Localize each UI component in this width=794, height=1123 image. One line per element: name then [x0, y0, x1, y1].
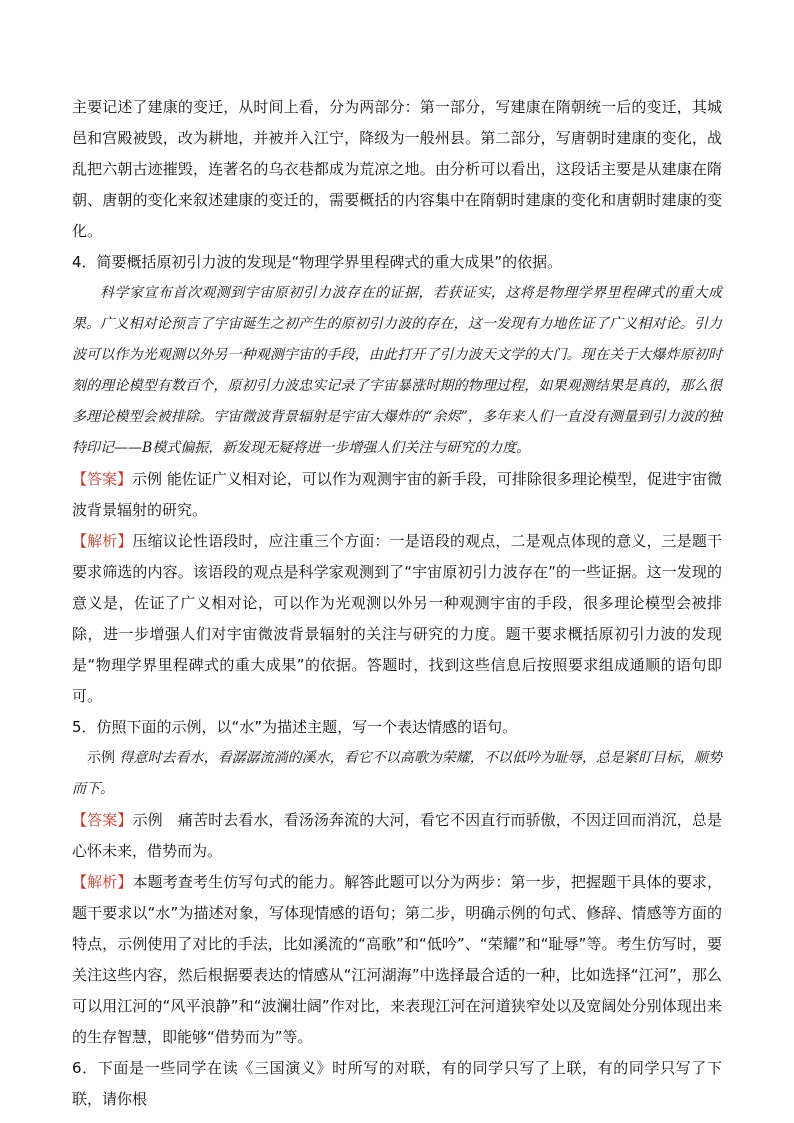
- analysis-tag: 【解析】: [72, 873, 133, 891]
- question-4: 4．简要概括原初引力波的发现是“物理学界里程碑式的重大成果”的依据。: [72, 253, 563, 271]
- question-4-answer: [72, 464, 722, 526]
- answer-tag: 【答案】: [72, 811, 133, 829]
- answer-text: 示例 痛苦时去看水，看汤汤奔流的大河，看它不因直行而骄傲，不因迂回而消沉，总是心怀未来，借势而为。: [72, 811, 722, 860]
- analysis-text: 压缩议论性语段时，应注重三个方面：一是语段的观点，二是观点体现的意义，三是题干要求筛选的内容。该语段的观点是科学家观测到了“宇宙原初引力波存在”的一些证据。这一发现的意义是，佐证了广义相对论，可以作为光观测以外另一种观测宇宙的手段，很多理论模型会被排除，进一步增强人们对宇宙微波背景辐射的关注与研究的力度。题干要求概括原初引力波的发现是“物理学界里程碑式的重大成果”的依据。答题时，找到这些信息后按照要求组成通顺的语句即可。: [72, 532, 722, 705]
- document-page: [72, 92, 722, 1115]
- example-label: 示例: [87, 750, 120, 766]
- question-5-example: [72, 743, 722, 805]
- answer-tag: 【答案】: [72, 470, 133, 488]
- analysis-tag: 【解析】: [72, 532, 133, 550]
- question-4-analysis: [72, 526, 722, 712]
- question-5-analysis: [72, 867, 722, 1053]
- intro-paragraph: 主要记述了建康的变迁，从时间上看，分为两部分：第一部分，写建康在隋朝统一后的变迁，其城邑和宫殿被毁，改为耕地，并被并入江宁，降级为一般州县。第二部分，写唐朝时建康的变化，战乱把六朝古迹摧毁，连著名的乌衣巷都成为荒凉之地。由分析可以看出，这段话主要是从建康在隋朝、唐朝的变化来叙述建康的变迁的，需要概括的内容集中在隋朝时建康的变化和唐朝时建康的变化。: [72, 98, 722, 240]
- example-text: 得意时去看水，看潺潺流淌的溪水，看它不以高歌为荣耀，不以低吟为耻辱，总是紧盯目标，顺势而下。: [72, 750, 723, 797]
- question-4-passage: 科学家宣布首次观测到宇宙原初引力波存在的证据，若获证实，这将是物理学界里程碑式的重大成果。广义相对论预言了宇宙诞生之初产生的原初引力波的存在，这一发现有力地佐证了广义相对论。引力波可以作为光观测以外另一种观测宇宙的手段，由此打开了引力波天文学的大门。现在关于大爆炸原初时刻的理论模型有数百个，原初引力波忠实记录了宇宙暴涨时期的物理过程，如果观测结果是真的，那么很多理论模型会被排除。宇宙微波背景辐射是宇宙大爆炸的“余烬”，多年来人们一直没有测量到引力波的独特印记——B模式偏振，新发现无疑将进一步增强人们关注与研究的力度。: [72, 285, 722, 456]
- question-6: 6．下面是一些同学在读《三国演义》时所写的对联，有的同学只写了上联，有的同学只写了下联，请你根: [72, 1059, 722, 1108]
- question-5-answer: [72, 805, 722, 867]
- question-5: 5．仿照下面的示例，以“水”为描述主题，写一个表达情感的语句。: [72, 718, 518, 736]
- analysis-text: 本题考查考生仿写句式的能力。解答此题可以分为两步：第一步，把握题干具体的要求，题干要求以“水”为描述对象，写体现情感的语句；第二步，明确示例的句式、修辞、情感等方面的特点，示例使用了对比的手法，比如溪流的“高歌”和“低吟”、“荣耀”和“耻辱”等。考生仿写时，要关注这些内容，然后根据要表达的情感从“江河湖海”中选择最合适的一种，比如选择“江河”，那么可以用江河的“风平浪静”和“波澜壮阔”作对比，来表现江河在河道狭窄处以及宽阔处分别体现出来的生存智慧，即能够“借势而为”等。: [72, 873, 722, 1046]
- answer-text: 示例 能佐证广义相对论，可以作为观测宇宙的新手段，可排除很多理论模型，促进宇宙微波背景辐射的研究。: [72, 470, 722, 519]
